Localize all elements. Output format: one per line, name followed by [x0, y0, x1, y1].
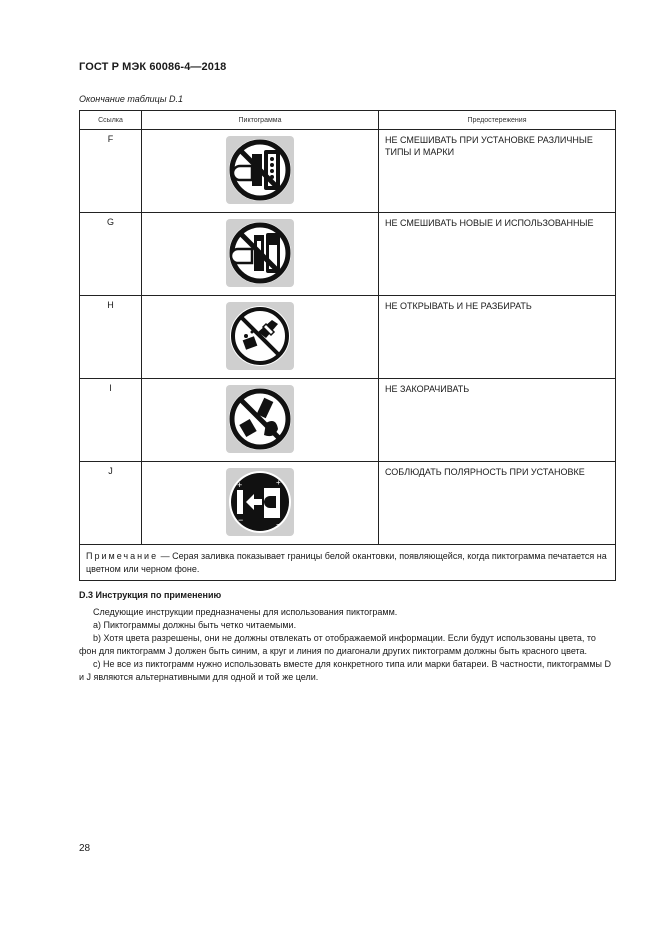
document-header: ГОСТ Р МЭК 60086-4—2018: [79, 61, 227, 73]
svg-text:+: +: [237, 480, 243, 490]
svg-text:−: −: [238, 515, 244, 525]
note-label: Примечание: [86, 551, 159, 561]
table-header-row: [80, 111, 616, 130]
no-disassemble-icon: [226, 302, 294, 370]
section-item-a: a) Пиктограммы должны быть четко читаемыми.: [93, 620, 297, 630]
table-row: [80, 462, 616, 545]
column-header-pictogram: Пиктограмма: [142, 111, 379, 130]
page-number: 28: [79, 843, 91, 854]
table-row: [80, 296, 616, 379]
table-row: [80, 379, 616, 462]
table-caption: Окончание таблицы D.1: [79, 94, 183, 104]
section-heading: D.3 Инструкция по применению: [79, 590, 222, 600]
table-row: [80, 213, 616, 296]
instructions-section: [79, 589, 615, 684]
table-note-row: [80, 545, 616, 581]
pictogram-table: [79, 110, 616, 581]
row-ref: J: [80, 462, 142, 545]
row-ref: F: [80, 130, 142, 213]
column-header-warning: Предостережения: [379, 111, 616, 130]
svg-text:+: +: [276, 478, 281, 487]
section-item-c: c) Не все из пиктограмм нужно использовать вместе для конкретного типа или марки батареи. В частности, пиктограммы D и J являются альтернативными для одной и той же цели.: [79, 659, 612, 682]
row-ref: H: [80, 296, 142, 379]
no-short-circuit-icon: [226, 385, 294, 453]
row-warning: НЕ СМЕШИВАТЬ НОВЫЕ И ИСПОЛЬЗОВАННЫЕ: [379, 213, 616, 296]
table-row: [80, 130, 616, 213]
row-warning: НЕ СМЕШИВАТЬ ПРИ УСТАНОВКЕ РАЗЛИЧНЫЕ ТИПЫ И МАРКИ: [379, 130, 616, 213]
section-item-b: b) Хотя цвета разрешены, они не должны отвлекать от отображаемой информации. Если будут использованы цвета, то фон для пиктограмм J должен быть синим, а круг и линия по диагонали других пиктограмм должны быть красного цвета.: [79, 633, 596, 656]
section-intro: Следующие инструкции предназначены для использования пиктограмм.: [93, 607, 398, 617]
no-mixing-new-old-icon: [226, 219, 294, 287]
row-warning: СОБЛЮДАТЬ ПОЛЯРНОСТЬ ПРИ УСТАНОВКЕ: [379, 462, 616, 545]
column-header-ref: Ссылка: [80, 111, 142, 130]
row-warning: НЕ ЗАКОРАЧИВАТЬ: [379, 379, 616, 462]
row-ref: G: [80, 213, 142, 296]
svg-text:−: −: [276, 520, 281, 529]
row-ref: I: [80, 379, 142, 462]
note-text: — Серая заливка показывает границы белой окантовки, появляющейся, когда пиктограмма печатается на цветном или черном фоне.: [86, 551, 607, 574]
row-warning: НЕ ОТКРЫВАТЬ И НЕ РАЗБИРАТЬ: [379, 296, 616, 379]
no-mixing-types-icon: [226, 136, 294, 204]
polarity-icon: [226, 468, 294, 536]
